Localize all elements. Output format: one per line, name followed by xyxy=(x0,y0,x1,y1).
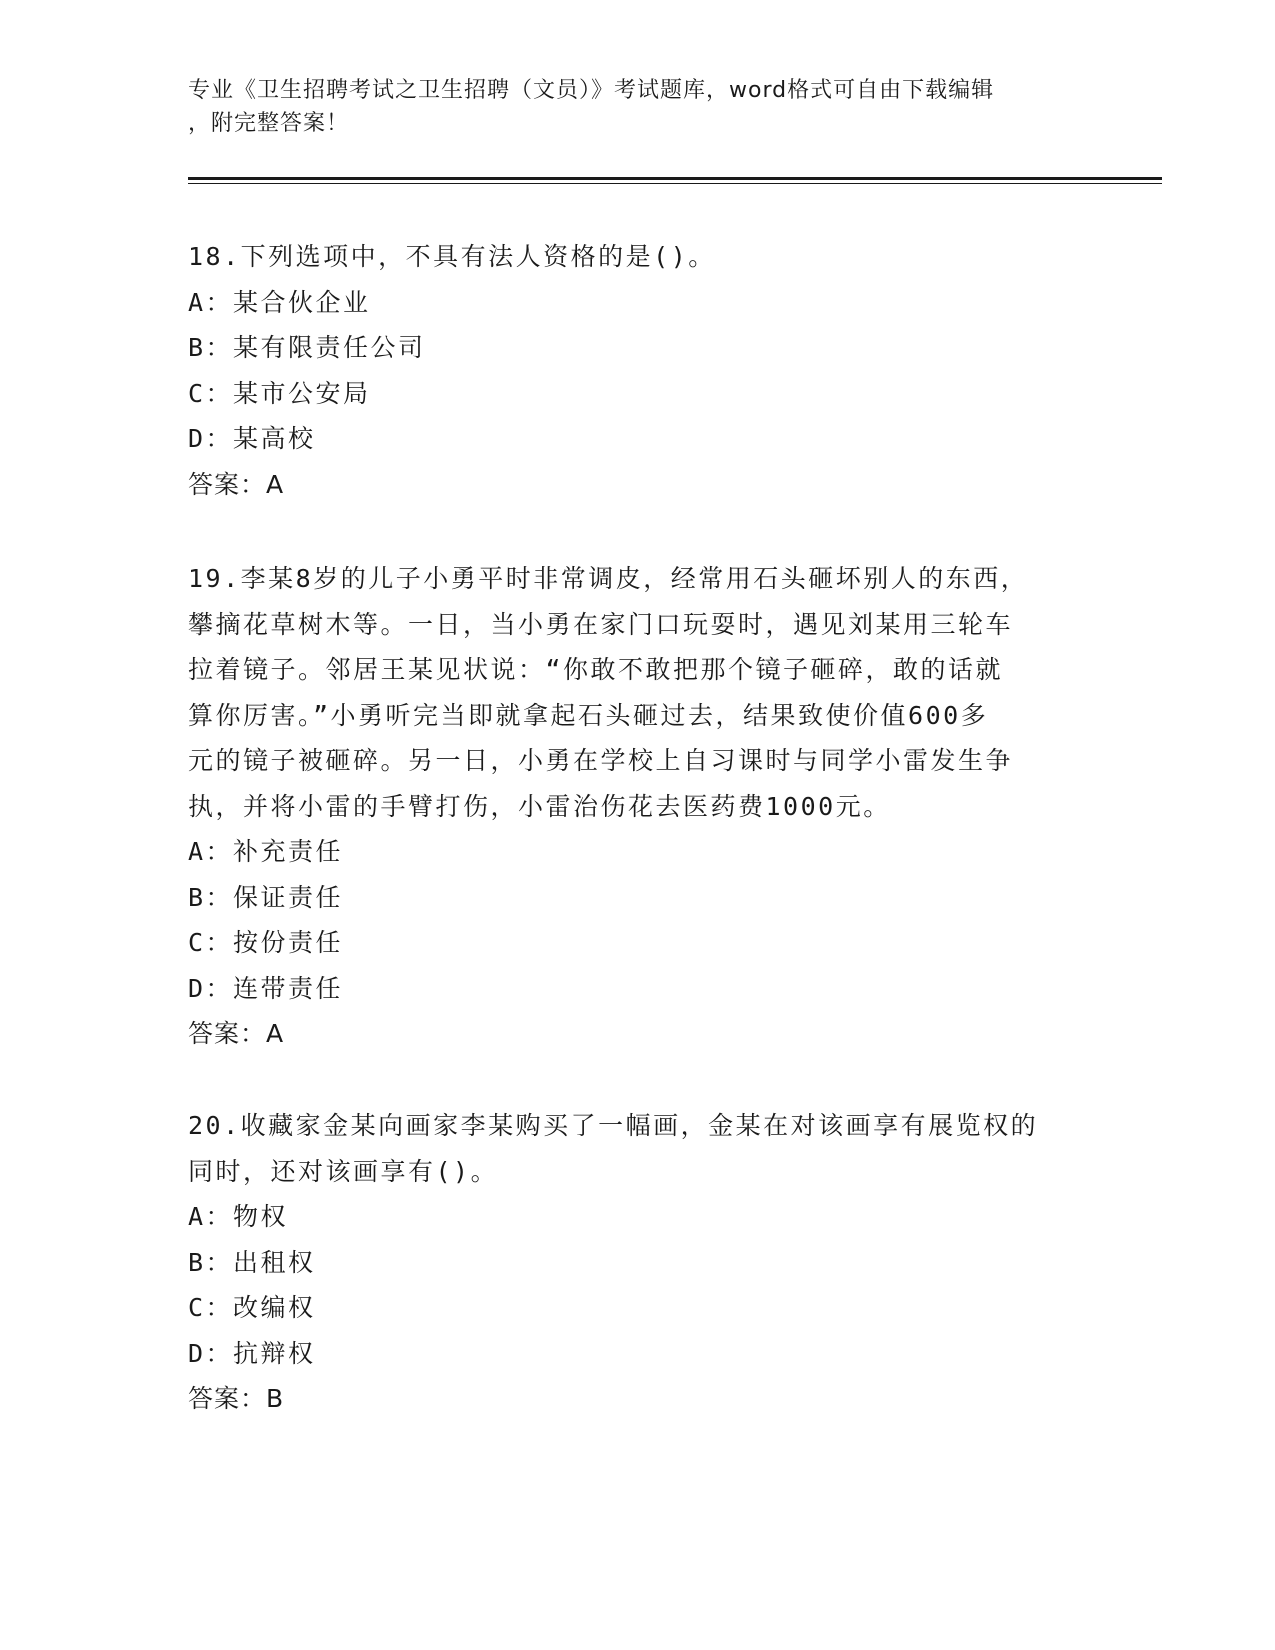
option-c: C：某市公安局 xyxy=(188,378,371,408)
question-stem-line: 19.李某8岁的儿子小勇平时非常调皮，经常用石头砸坏别人的东西， xyxy=(188,564,1029,593)
option-a: A：补充责任 xyxy=(188,837,344,866)
question-stem: 18.下列选项中，不具有法人资格的是()。 xyxy=(188,242,716,271)
question-stem-line: 攀摘花草树木等。一日，当小勇在家门口玩耍时，遇见刘某用三轮车 xyxy=(188,609,1014,639)
header-line-2: ，附完整答案！ xyxy=(188,111,350,136)
question-18 xyxy=(188,234,1088,507)
option-b: B：某有限责任公司 xyxy=(188,333,426,362)
question-stem-line: 拉着镜子。邻居王某见状说：“你敢不敢把那个镜子砸碎，敢的话就 xyxy=(188,655,1004,684)
option-d: D：抗辩权 xyxy=(188,1338,316,1368)
option-d: D：连带责任 xyxy=(188,973,344,1003)
option-b: B：保证责任 xyxy=(188,882,344,912)
answer-line: 答案：A xyxy=(188,1019,285,1048)
question-stem-line: 同时，还对该画享有()。 xyxy=(188,1156,499,1186)
header-line-1: 专业《卫生招聘考试之卫生招聘（文员）》考试题库，word格式可自由下载编辑 xyxy=(188,78,995,103)
question-20 xyxy=(188,1103,1088,1422)
question-19 xyxy=(188,556,1088,1057)
answer-line: 答案：B xyxy=(188,1384,285,1413)
option-a: A：物权 xyxy=(188,1202,289,1231)
header-divider-thick xyxy=(188,177,1162,180)
answer-line: 答案：A xyxy=(188,469,285,499)
question-stem-line: 20.收藏家金某向画家李某购买了一幅画，金某在对该画享有展览权的 xyxy=(188,1111,1039,1140)
option-b: B：出租权 xyxy=(188,1247,316,1277)
page-header xyxy=(188,74,1088,140)
question-stem-line: 执，并将小雷的手臂打伤，小雷治伤花去医药费1000元。 xyxy=(188,791,891,821)
option-c: C：改编权 xyxy=(188,1293,316,1322)
question-stem-line: 元的镜子被砸碎。另一日，小勇在学校上自习课时与同学小雷发生争 xyxy=(188,746,1014,775)
option-d: D：某高校 xyxy=(188,424,316,453)
header-divider-thin xyxy=(188,183,1162,184)
question-stem-line: 算你厉害。”小勇听完当即就拿起石头砸过去，结果致使价值600多 xyxy=(188,700,989,730)
option-c: C：按份责任 xyxy=(188,928,344,957)
option-a: A：某合伙企业 xyxy=(188,287,371,317)
